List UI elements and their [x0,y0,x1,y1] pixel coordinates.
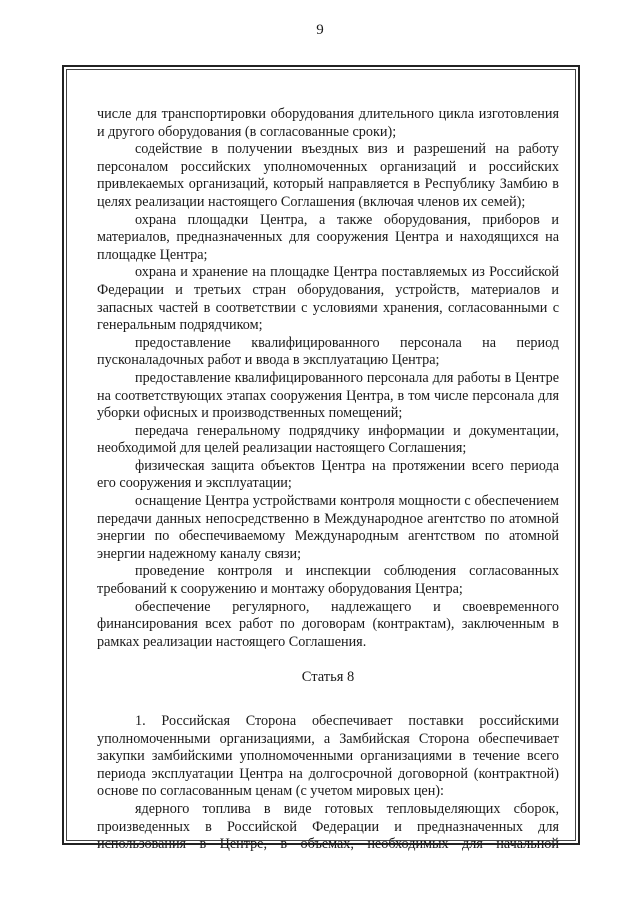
paragraph-6: предоставление квалифицированного персонала для работы в Центре на соответствующих этапах сооружения Центра, в том числе персонала для уборки офисных и производственных помещений; [97,369,559,422]
paragraph-1: числе для транспортировки оборудования длительного цикла изготовления и другого оборудования (в согласованные сроки); [97,106,559,140]
paragraph-4: охрана и хранение на площадке Центра поставляемых из Российской Федерации и третьих стран оборудования, устройств, материалов и запасных частей в соответствии с условиями хранения, согласованными с генеральным подрядчиком; [97,264,559,334]
paragraph-10: проведение контроля и инспекции соблюдения согласованных требований к сооружению и монтажу оборудования Центра; [97,563,559,598]
paragraph-9: оснащение Центра устройствами контроля мощности с обеспечением передачи данных непосредственно в Международное агентство по атомной энергии по обеспечиваемому Международным агентством по атомной энергии надежному каналу связи; [97,493,559,562]
paragraph-7: передача генеральному подрядчику информации и документации, необходимой для целей реализации настоящего Соглашения; [97,422,559,457]
article-paragraph-2: ядерного топлива в виде готовых тепловыделяющих сборок, произведенных в Российской Федерации и предназначенных для использования в Центре, в объемах, необходимых для начальной [97,800,559,853]
paragraph-2: содействие в получении въездных виз и разрешений на работу персоналом российских уполномоченных организаций и российских привлекаемых организаций, который направляется в Республику Замбию в целях реализации настоящего Соглашения (включая членов их семей); [97,141,559,210]
page-number: 9 [316,22,324,38]
article-heading: Статья 8 [301,669,355,686]
document-body [97,106,559,854]
paragraph-11: обеспечение регулярного, надлежащего и своевременного финансирования всех работ по договорам (контрактам), заключенным в рамках реализации настоящего Соглашения. [97,598,559,650]
paragraph-5: предоставление квалифицированного персонала на период пусконаладочных работ и ввода в эксплуатацию Центра; [97,334,559,369]
paragraph-3: охрана площадки Центра, а также оборудования, приборов и материалов, предназначенных для сооружения Центра и находящихся на площадке Центра; [97,211,559,263]
paragraph-8: физическая защита объектов Центра на протяжении всего периода его сооружения и эксплуатации; [97,457,559,492]
article-paragraph-1: 1. Российская Сторона обеспечивает поставки российскими уполномоченными организациями, а Замбийская Сторона обеспечивает закупки замбийскими уполномоченными организациями в течение всего периода эксплуатации Центра на долгосрочной договорной (контрактной) основе по согласованным ценам (с учетом мировых цен): [97,713,559,800]
